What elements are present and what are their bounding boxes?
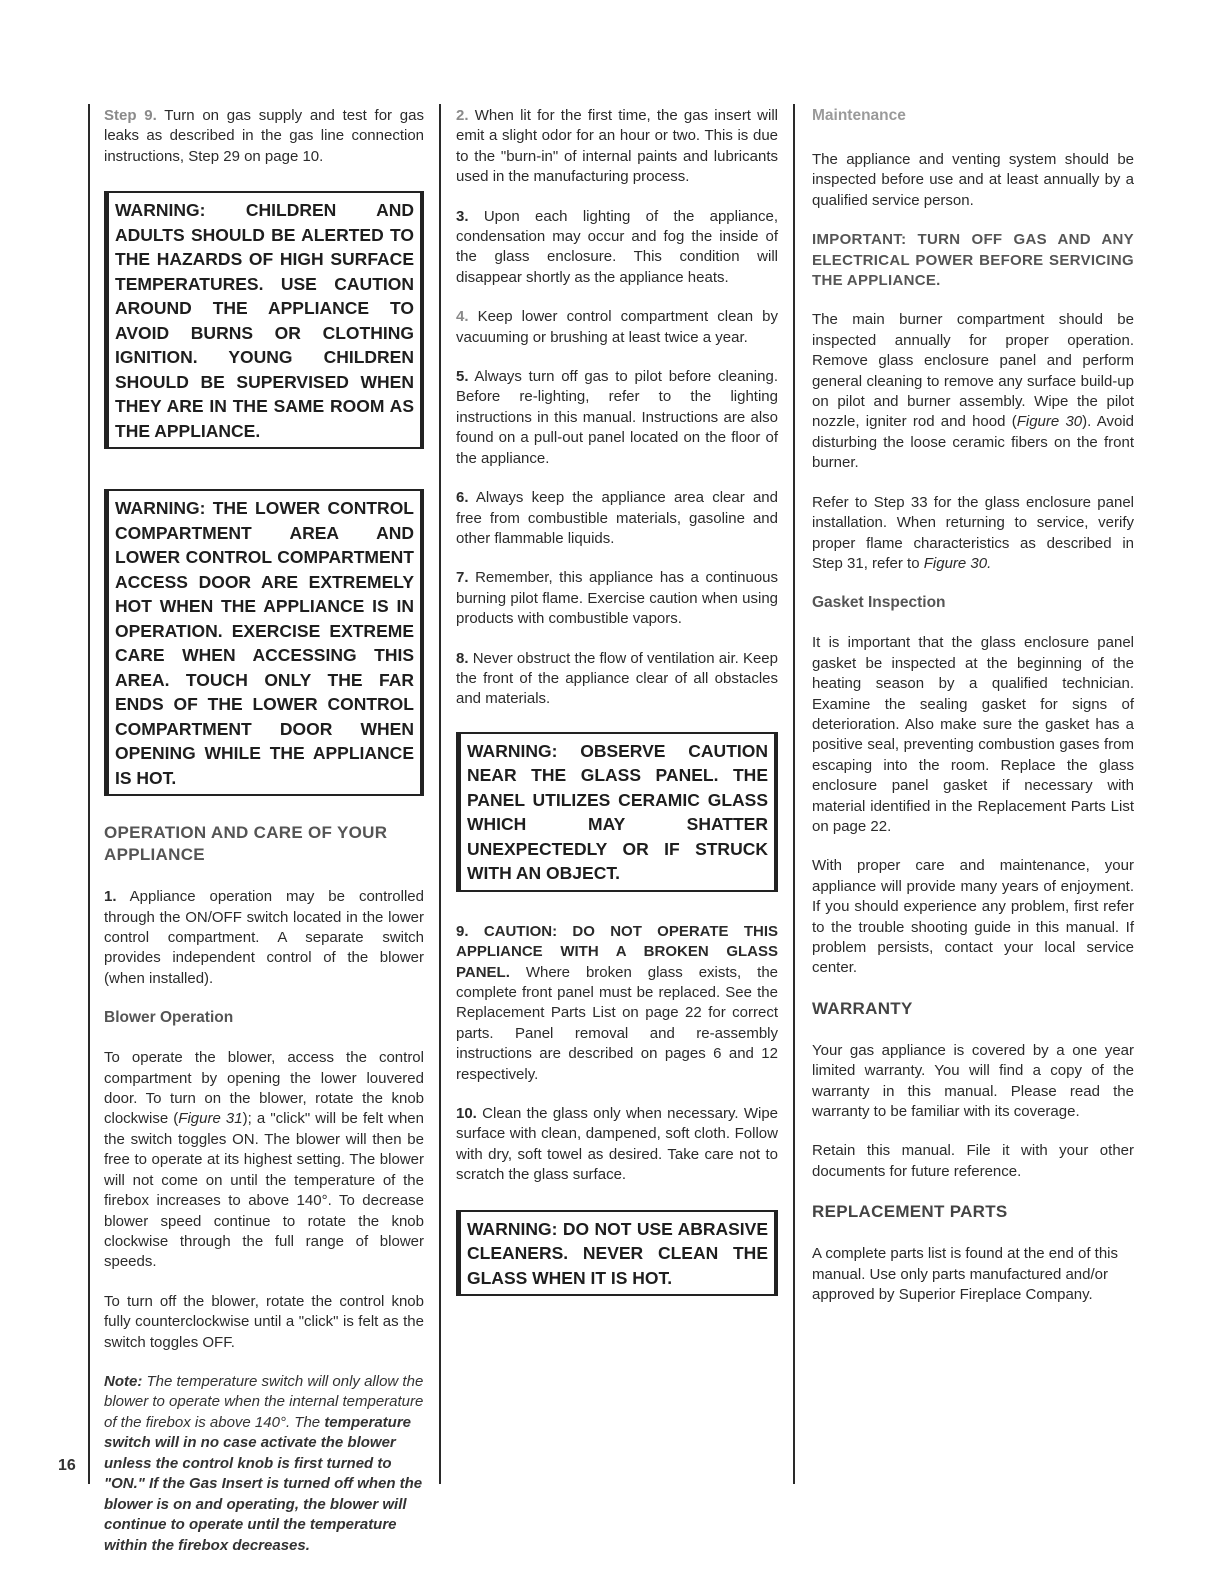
heading-warranty: WARRANTY [812,998,913,1018]
item-4-text: Keep lower control compartment clean by vacuuming or brushing at least twice a year. [456,308,778,346]
item-2-paragraph [456,106,778,188]
item-2-text: When lit for the first time, the gas insert will emit a slight odor for an hour or two. This is due to the "burn-in" of internal paints and lubricants used in the manufacturing process. [456,107,778,186]
item-10-paragraph [456,1104,778,1186]
item-4-paragraph [456,307,778,348]
maintenance-text-b: ). Avoid disturbing the loose ceramic fibers on the front burner. [812,413,1134,472]
note-text-b: temperature switch will in no case activate the blower unless the control knob is first turned to "ON." If the Gas Insert is turned off when the blower is on and operating, the blower will continue to operate until the temperature within the firebox decreases. [104,1413,423,1554]
blower-paragraph-2: To turn off the blower, rotate the control knob fully counterclockwise until a "click" is felt as the switch toggles OFF. [104,1292,424,1351]
figure-31-reference: Figure 31 [178,1110,243,1128]
left-margin-rule [88,104,90,1484]
step-9-label: Step 9. [104,107,157,124]
item-6-text: Always keep the appliance area clear and free from combustible materials, gasoline and other flammable liquids. [456,489,778,547]
item-7-text: Remember, this appliance has a continuous burning pilot flame. Exercise caution when using products with combustible vapors. [456,569,778,628]
item-9-paragraph [456,922,778,1085]
heading-operation-care: OPERATION AND CARE OF YOUR APPLIANCE [104,823,388,865]
heading-replacement-parts: REPLACEMENT PARTS [812,1202,1008,1222]
blower-paragraph-1 [104,1048,424,1272]
item-9-text: Where broken glass exists, the complete front panel must be replaced. See the Replacement Parts List on page 22 for correct parts. Panel removal and re-assembly instructions are described on pages 6 and 12 respectively. [456,963,778,1083]
note-label: Note: [104,1372,143,1390]
item-10-number: 10. [456,1105,477,1122]
maintenance-paragraph-1: The appliance and venting system should be inspected before use and at least annually by a qualified service person. [812,151,1134,209]
warning-abrasive-cleaners: WARNING: DO NOT USE ABRASIVE CLEANERS. NEVER CLEAN THE GLASS WHEN IT IS HOT. [456,1210,778,1297]
heading-gasket-inspection: Gasket Inspection [812,594,946,612]
item-8-text: Never obstruct the flow of ventilation air. Keep the front of the appliance clear of all obstacles and materials. [456,649,778,708]
item-1-number: 1. [104,888,117,906]
page-number: 16 [58,1457,76,1474]
heading-maintenance: Maintenance [812,107,906,124]
heading-blower-operation: Blower Operation [104,1009,234,1027]
gasket-paragraph-2: With proper care and maintenance, your appliance will provide many years of enjoyment. If you should experience any problem, first refer to the trouble shooting guide in this manual. If problem persists, contact your local service center. [812,857,1134,977]
column-divider-2 [793,104,795,1484]
step-9-paragraph [104,106,424,167]
item-3-paragraph [456,207,778,289]
item-1-paragraph [104,887,424,989]
item-9-caution: CAUTION: DO NOT OPERATE THIS APPLIANCE WITH A BROKEN GLASS PANEL. [456,922,778,981]
warranty-paragraph-2: Retain this manual. File it with your other documents for future reference. [812,1142,1134,1180]
item-3-text: Upon each lighting of the appliance, condensation may occur and fog the inside of the glass enclosure. This condition will disappear shortly as the appliance heats. [456,207,778,286]
figure-30-reference: Figure 30 [1016,413,1083,431]
item-6-number: 6. [456,489,469,507]
gasket-paragraph-1: It is important that the glass enclosure panel gasket be inspected at the beginning of the heating season by a qualified technician. Examine the sealing gasket for signs of deterioration. Also make sure the gasket has a positive seal, preventing combustion gases from escaping into the room. Replace the glass enclosure panel gasket if necessary with material identified in the Replacement Parts List on page 22. [812,634,1134,835]
item-10-text: Clean the glass only when necessary. Wipe surface with clean, dampened, soft cloth. Follow with dry, soft towel as desired. Take care not to scratch the glass surface. [456,1105,778,1184]
column-divider-1 [439,104,441,1484]
item-7-paragraph [456,568,778,629]
warranty-paragraph-1: Your gas appliance is covered by a one year limited warranty. You will find a copy of the warranty in this manual. Please read the warranty to be familiar with its coverage. [812,1041,1134,1121]
maintenance-paragraph-3 [812,493,1134,575]
item-5-paragraph [456,367,778,469]
item-7-number: 7. [456,569,469,587]
item-1-text: Appliance operation may be controlled through the ON/OFF switch located in the lower control compartment. A separate switch provides independent control of the blower (when installed). [104,888,424,987]
note-text-a: The temperature switch will only allow the blower to operate when the internal temperature of the firebox is above 140°. The [104,1372,424,1431]
maintenance-text-a: The main burner compartment should be inspected annually for proper operation. Remove glass enclosure panel and perform general cleaning to remove any surface build-up on pilot and burner assembly. Wipe the pilot nozzle, igniter rod and hood ( [812,311,1134,431]
warning-glass-panel: WARNING: OBSERVE CAUTION NEAR THE GLASS PANEL. THE PANEL UTILIZES CERAMIC GLASS WHICH MAY SHATTER UNEXPECTEDLY OR IF STRUCK WITH AN OBJECT. [456,732,778,892]
item-8-paragraph [456,649,778,710]
note-paragraph [104,1372,424,1557]
column-3 [812,106,1134,1324]
item-9-number: 9. [456,922,469,940]
step-9-text: Turn on gas supply and test for gas leaks as described in the gas line connection instructions, Step 29 on page 10. [104,107,424,165]
maintenance-paragraph-2 [812,310,1134,473]
warning-lower-control-compartment: WARNING: THE LOWER CONTROL COMPARTMENT AREA AND LOWER CONTROL COMPARTMENT ACCESS DOOR ARE EXTREMELY HOT WHEN THE APPLIANCE IS IN OPERATION. EXERCISE EXTREME CARE WHEN ACCESSING THIS AREA. TOUCH ONLY THE FAR ENDS OF THE LOWER CONTROL COMPARTMENT DOOR WHEN OPENING WHILE THE APPLIANCE IS HOT. [104,489,424,796]
blower-text-a: To operate the blower, access the control compartment by opening the lower louvered door. To turn on the blower, rotate the knob clockwise ( [104,1049,424,1128]
item-5-number: 5. [456,368,469,386]
column-2 [456,106,778,1296]
column-1 [104,106,424,1575]
important-notice: IMPORTANT: TURN OFF GAS AND ANY ELECTRICAL POWER BEFORE SERVICING THE APPLIANCE. [812,231,1134,290]
item-2-number: 2. [456,107,469,124]
blower-text-b: ); a "click" will be felt when the switch toggles ON. The blower will then be free to operate at its highest setting. The blower will not come on until the temperature of the firebox increases to above 140°. To decrease blower speed continue to rotate the knob clockwise through the full range of blower speeds. [104,1110,424,1271]
parts-paragraph: A complete parts list is found at the end of this manual. Use only parts manufactured and/or approved by Superior Fireplace Company. [812,1245,1119,1304]
item-3-number: 3. [456,207,469,225]
maintenance-text-c: Refer to Step 33 for the glass enclosure panel installation. When returning to service, verify proper flame characteristics as described in Step 31, refer to [812,493,1134,572]
figure-30-reference-2: Figure 30. [923,554,992,572]
item-5-text: Always turn off gas to pilot before cleaning. Before re-lighting, refer to the lighting instructions in this manual. Instructions are also found on a pull-out panel located on the floor of the appliance. [456,368,778,467]
item-8-number: 8. [456,649,469,667]
warning-children-adults: WARNING: CHILDREN AND ADULTS SHOULD BE ALERTED TO THE HAZARDS OF HIGH SURFACE TEMPERATURES. USE CAUTION AROUND THE APPLIANCE TO AVOID BURNS OR CLOTHING IGNITION. YOUNG CHILDREN SHOULD BE SUPERVISED WHEN THEY ARE IN THE SAME ROOM AS THE APPLIANCE. [104,191,424,449]
item-4-number: 4. [456,308,469,326]
item-6-paragraph [456,488,778,549]
